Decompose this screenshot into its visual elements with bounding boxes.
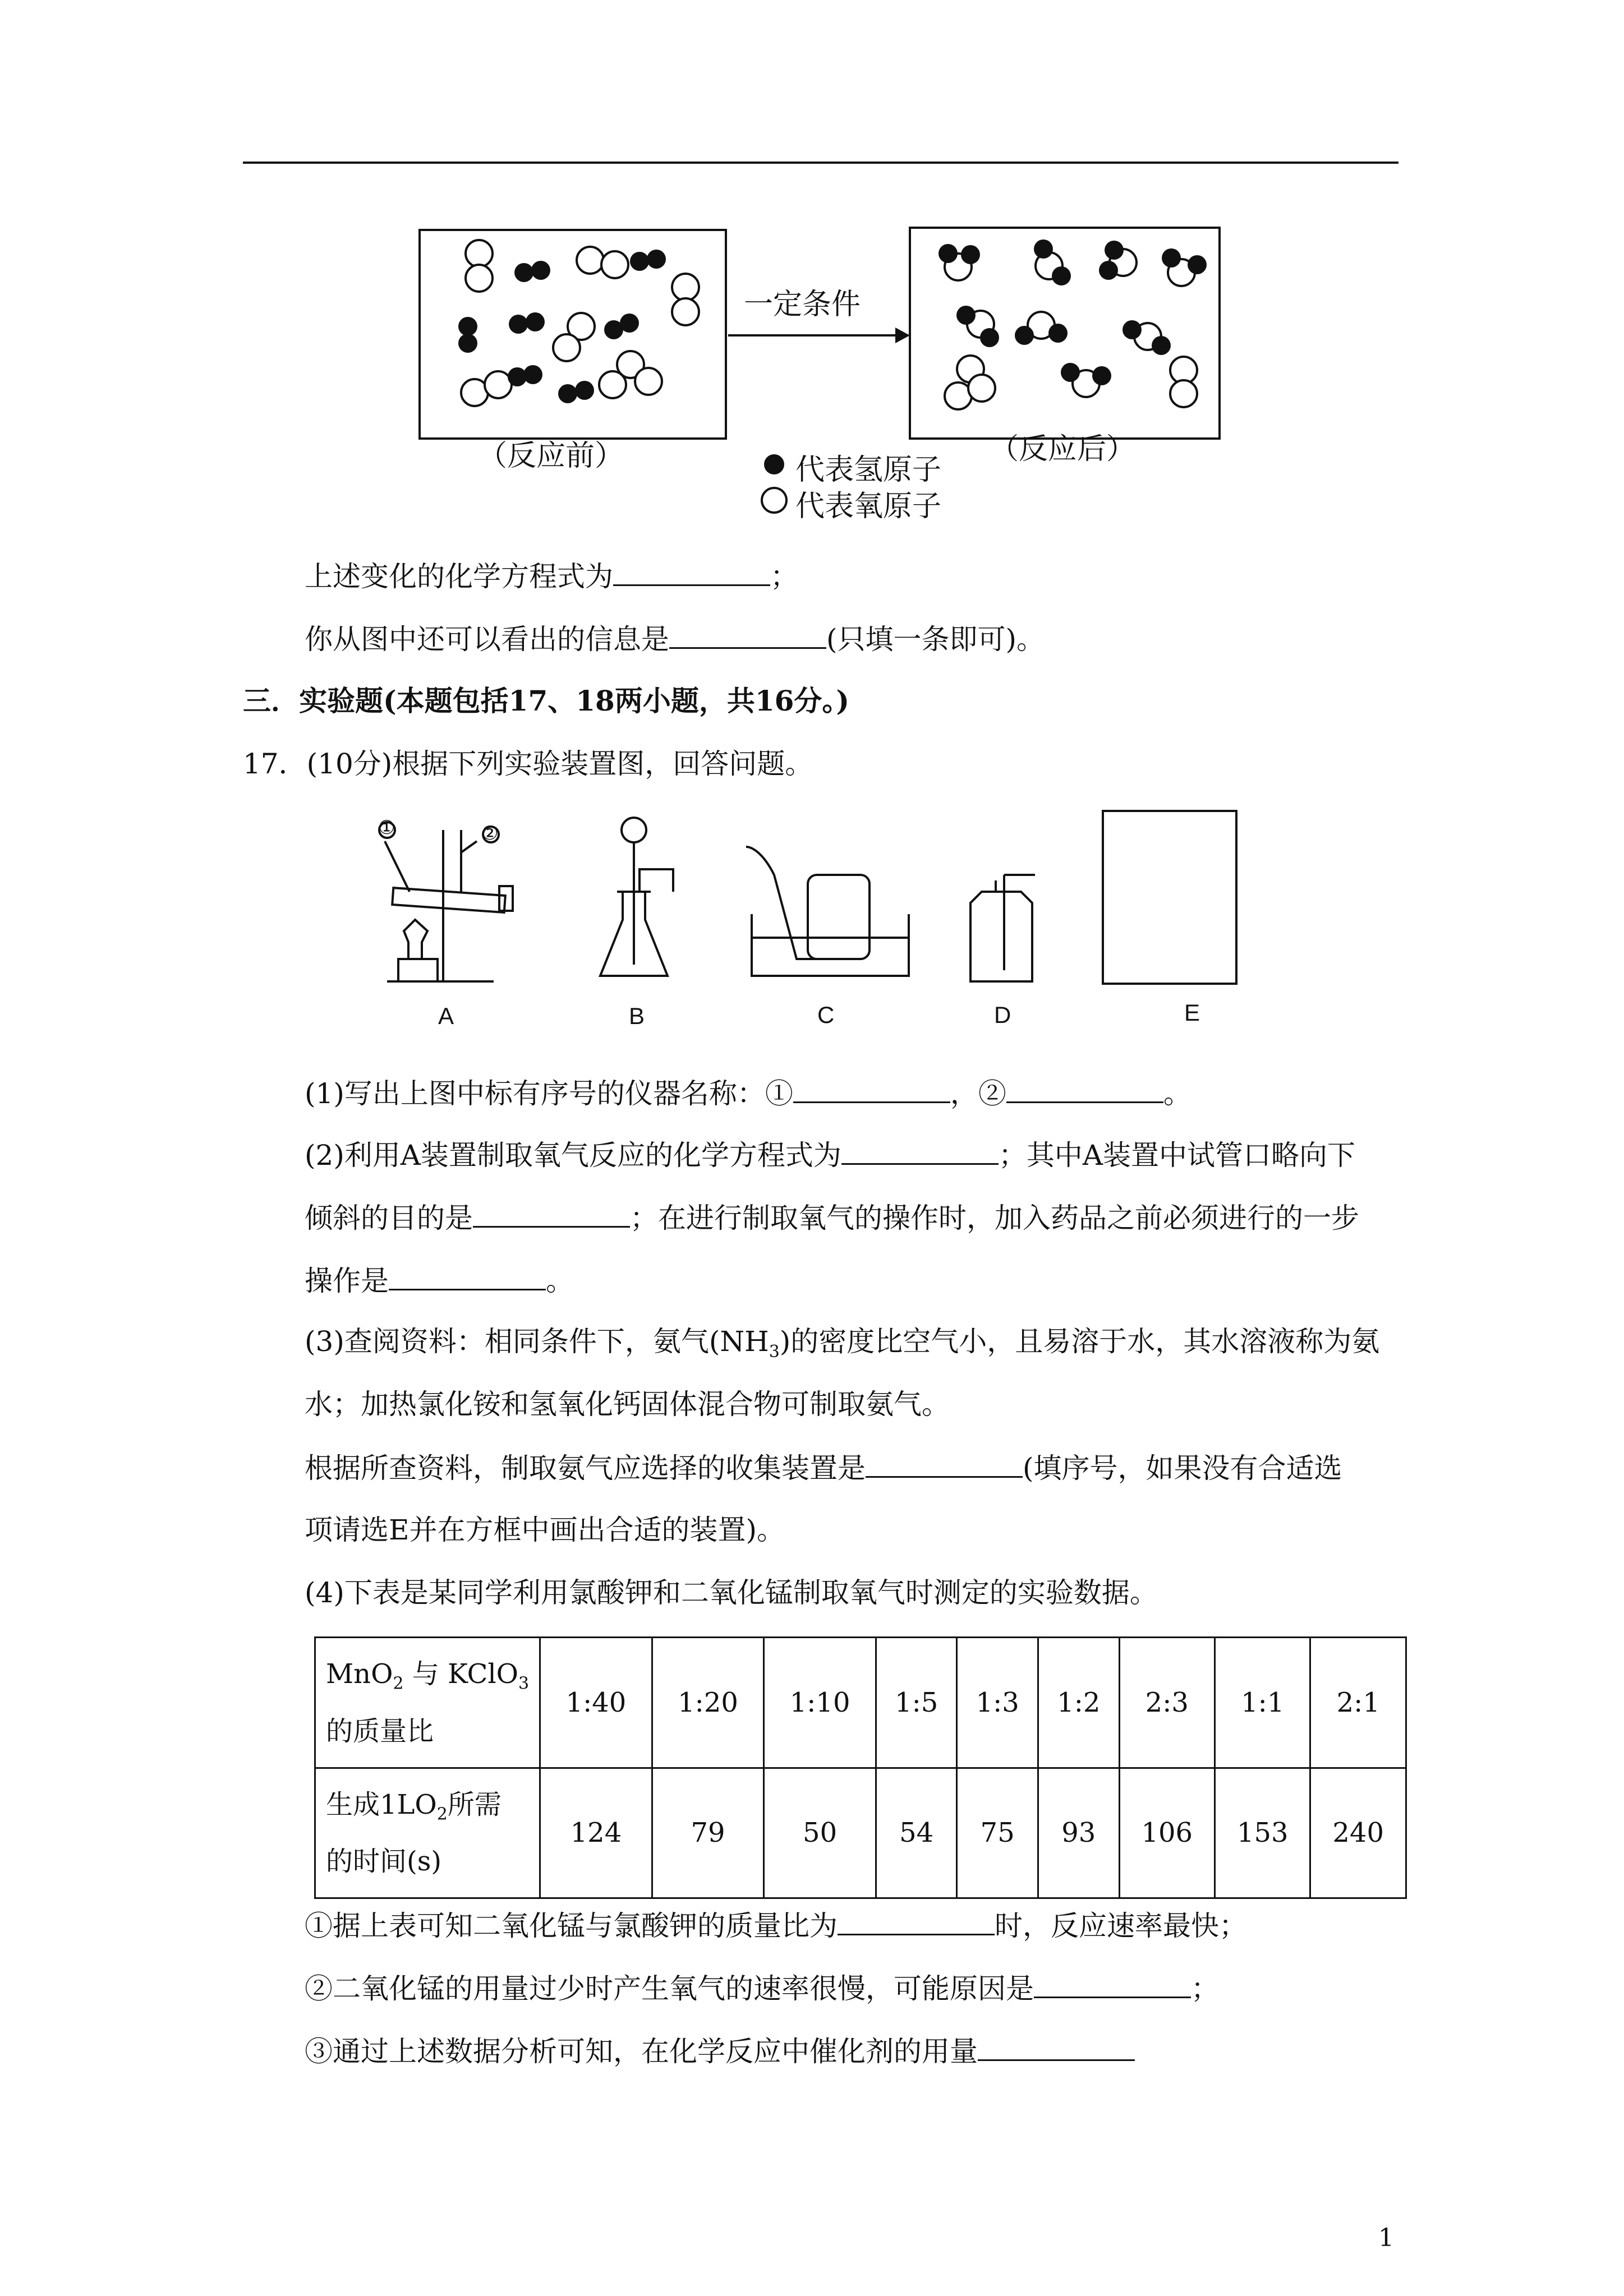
answer-blank[interactable]: [978, 2034, 1135, 2061]
question-info: 你从图中还可以看出的信息是 (只填一条即可)。: [305, 621, 1045, 656]
table-cell: 240: [1310, 1768, 1406, 1898]
apparatus-a: [379, 822, 513, 981]
sub-question-1: ①据上表可知二氧化锰与氯酸钾的质量比为 时，反应速率最快；: [305, 1908, 1247, 1943]
table-cell: 54: [876, 1768, 957, 1898]
table-cell: 79: [652, 1768, 764, 1898]
table-cell: 1:40: [540, 1638, 652, 1768]
arrow-head-icon: [895, 328, 910, 343]
answer-blank[interactable]: [793, 1076, 950, 1103]
legend-hydrogen-icon: [764, 454, 784, 474]
table-cell: 93: [1038, 1768, 1120, 1898]
question-equation: 上述变化的化学方程式为 ；: [305, 559, 798, 593]
table-row: [315, 1638, 1406, 1768]
answer-blank[interactable]: [866, 1450, 1023, 1478]
apparatus-label-e: E: [1184, 999, 1200, 1026]
arrow-label: 一定条件: [744, 288, 861, 321]
table-row: [315, 1768, 1406, 1898]
sub-question-2: ②二氧化锰的用量过少时产生氧气的速率很慢，可能原因是 ；: [305, 1971, 1219, 2005]
header-rule: [243, 162, 1398, 164]
answer-blank[interactable]: [838, 1908, 995, 1935]
legend-oxygen-icon: [762, 488, 786, 513]
answer-blank[interactable]: [669, 621, 826, 649]
apparatus-label-d: D: [994, 1002, 1011, 1028]
table-cell: 106: [1119, 1768, 1214, 1898]
before-caption: （反应前）: [478, 439, 624, 473]
part-2-line2: 倾斜的目的是 ；在进行制取氧气的操作时，加入药品之前必须进行的一步: [305, 1200, 1359, 1235]
table-cell: 1:10: [764, 1638, 876, 1768]
legend-oxygen-label: 代表氧原子: [795, 490, 942, 523]
table-cell: 2:1: [1310, 1638, 1406, 1768]
page-number: 1: [1378, 2224, 1394, 2252]
part-3-line4: 项请选E并在方框中画出合适的装置)。: [305, 1514, 785, 1546]
question-17: 17．(10分)根据下列实验装置图，回答问题。: [243, 748, 813, 780]
after-caption: （反应后）: [990, 432, 1136, 466]
answer-blank[interactable]: [1006, 1076, 1163, 1103]
apparatus-e-box: [1103, 811, 1236, 984]
row2-header: 生成$1LO_2$所需 的时间(s): [315, 1768, 540, 1898]
part-4: (4)下表是某同学利用氯酸钾和二氧化锰制取氧气时测定的实验数据。: [305, 1576, 1158, 1609]
table-cell: 75: [957, 1768, 1038, 1898]
part-3-line2: 水；加热氯化铵和氢氧化钙固体混合物可制取氨气。: [305, 1388, 950, 1421]
table-cell: 2:3: [1119, 1638, 1214, 1768]
marker-2: ②: [481, 823, 499, 844]
apparatus-b: [600, 818, 673, 976]
data-table: [314, 1636, 1407, 1899]
answer-blank[interactable]: [613, 559, 770, 586]
answer-blank[interactable]: [841, 1137, 999, 1165]
legend-hydrogen-label: 代表氢原子: [795, 453, 942, 487]
apparatus-label-c: C: [817, 1002, 835, 1028]
marker-1: ①: [378, 817, 395, 838]
table-cell: 153: [1215, 1768, 1310, 1898]
row1-header: MnO$_2$ 与 KClO$_3$ 的质量比: [315, 1638, 540, 1768]
table-cell: 50: [764, 1768, 876, 1898]
answer-blank[interactable]: [1034, 1971, 1191, 1998]
apparatus-label-b: B: [629, 1003, 645, 1029]
apparatus-d: [970, 875, 1035, 981]
table-cell: 124: [540, 1768, 652, 1898]
table-cell: 1:1: [1215, 1638, 1310, 1768]
part-2-line1: (2)利用A装置制取氧气反应的化学方程式为 ；其中A装置中试管口略向下: [305, 1137, 1355, 1172]
answer-blank[interactable]: [389, 1263, 546, 1290]
sub-question-3: ③通过上述数据分析可知，在化学反应中催化剂的用量: [305, 2034, 1135, 2068]
table-cell: 1:3: [957, 1638, 1038, 1768]
answer-blank[interactable]: [473, 1200, 630, 1228]
apparatus-c: [746, 847, 909, 976]
table-cell: 1:20: [652, 1638, 764, 1768]
after-water-molecules: [938, 239, 1207, 397]
table-cell: 1:2: [1038, 1638, 1120, 1768]
section-heading: 三．实验题(本题包括17、18两小题，共16分。): [243, 684, 850, 717]
part-1: (1)写出上图中标有序号的仪器名称：① ，② 。: [305, 1076, 1191, 1110]
part-3-line1: (3)查阅资料：相同条件下，氨气$(NH_3)$的密度比空气小，且易溶于水，其水溶液称为氨: [305, 1325, 1380, 1362]
apparatus-label-a: A: [438, 1003, 454, 1029]
part-2-line3: 操作是 。: [305, 1263, 574, 1298]
table-cell: 1:5: [876, 1638, 957, 1768]
part-3-line3: 根据所查资料，制取氨气应选择的收集装置是 (填序号，如果没有合适选: [305, 1450, 1342, 1485]
